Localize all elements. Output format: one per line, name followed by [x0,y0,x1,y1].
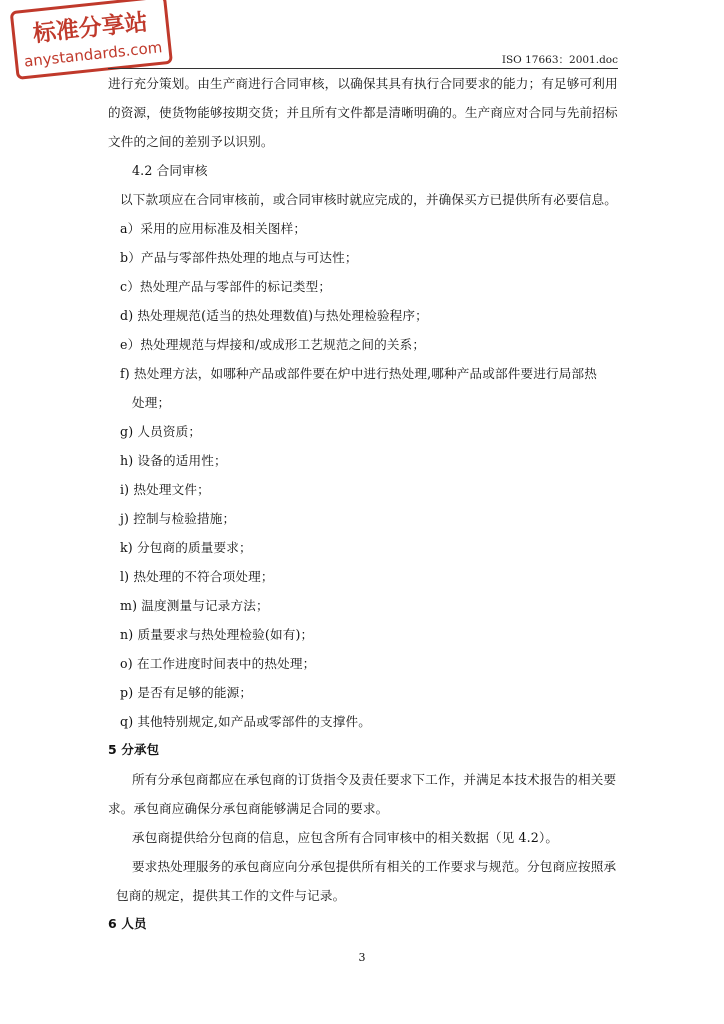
watermark-url: anystandards.com [23,38,164,71]
body-line: 进行充分策划。由生产商进行合同审核，以确保其具有执行合同要求的能力；有足够可利用 [108,76,618,91]
section-heading-5: 5 分承包 [108,742,160,757]
list-item: a）采用的应用标准及相关图样； [120,221,307,236]
header-divider [108,68,618,69]
list-item: g) 人员资质； [120,424,202,439]
list-item: b）产品与零部件热处理的地点与可达性； [120,250,358,265]
body-line: 承包商提供给分包商的信息，应包含所有合同审核中的相关数据（见 4.2）。 [132,830,559,845]
clause-heading-4-2: 4.2 合同审核 [132,163,208,178]
list-item: e）热处理规范与焊接和/或成形工艺规范之间的关系； [120,337,426,352]
watermark-stamp [8,0,175,82]
body-line: 所有分承包商都应在承包商的订货指令及责任要求下工作，并满足本技术报告的相关要 [132,772,617,787]
section-heading-6: 6 人员 [108,916,147,931]
list-item: l) 热处理的不符合项处理； [120,569,274,584]
list-item: f) 热处理方法，如哪种产品或部件要在炉中进行热处理,哪种产品或部件要进行局部热 [120,366,597,381]
list-item: o) 在工作进度时间表中的热处理； [120,656,316,671]
list-item: q) 其他特别规定,如产品或零部件的支撑件。 [120,714,371,729]
list-item: j) 控制与检验措施； [120,511,236,526]
body-line: 要求热处理服务的承包商应向分承包提供所有相关的工作要求与规范。分包商应按照承 [132,859,617,874]
list-item: m) 温度测量与记录方法； [120,598,269,613]
page-number: 3 [358,951,366,964]
document-reference: ISO 17663：2001.doc [501,54,618,66]
list-item: d) 热处理规范(适当的热处理数值)与热处理检验程序； [120,308,428,323]
watermark-graphic [8,0,175,82]
list-item: p) 是否有足够的能源； [120,685,253,700]
list-item: h) 设备的适用性； [120,453,227,468]
list-item: n) 质量要求与热处理检验(如有)； [120,627,314,642]
body-line: 以下款项应在合同审核前，或合同审核时就应完成的，并确保买方已提供所有必要信息。 [120,192,618,207]
watermark-title: 标准分享站 [31,9,149,48]
body-line: 包商的规定，提供其工作的文件与记录。 [116,888,346,903]
list-item: k) 分包商的质量要求； [120,540,252,555]
body-line: 求。承包商应确保分承包商能够满足合同的要求。 [108,801,389,816]
body-line: 的资源，使货物能够按期交货；并且所有文件都是清晰明确的。生产商应对合同与先前招标 [108,105,618,120]
list-item: i) 热处理文件； [120,482,210,497]
body-line: 文件的之间的差别予以识别。 [108,134,274,149]
list-item: c）热处理产品与零部件的标记类型； [120,279,332,294]
list-item-continuation: 处理； [132,395,171,410]
